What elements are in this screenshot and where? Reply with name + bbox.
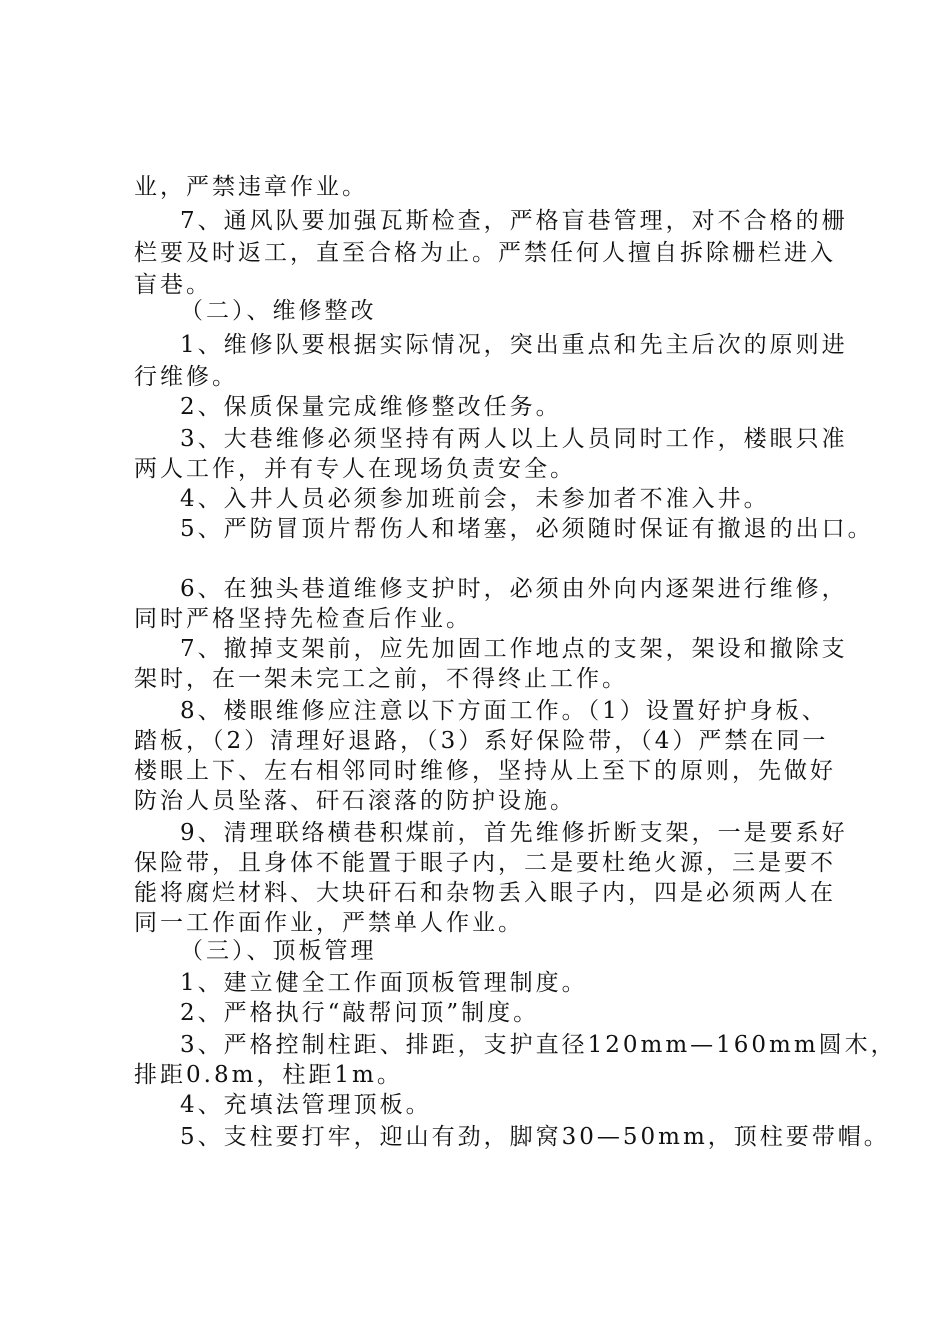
section-heading: （三）、顶板管理 [180,938,377,964]
text-line: 能将腐烂材料、大块矸石和杂物丢入眼子内，四是必须两人在 [134,880,836,906]
text-line: 两人工作，并有专人在现场负责安全。 [134,456,576,482]
text-line: 4、入井人员必须参加班前会，未参加者不准入井。 [180,486,770,512]
text-line: 5、严防冒顶片帮伤人和堵塞，必须随时保证有撤退的出口。 [180,516,874,542]
text-line: 6、在独头巷道维修支护时，必须由外向内逐架进行维修， [180,576,848,602]
text-line: 7、通风队要加强瓦斯检查，严格盲巷管理，对不合格的栅 [180,208,848,234]
text-line: 栏要及时返工，直至合格为止。严禁任何人擅自拆除栅栏进入 [134,240,836,266]
text-line: 1、建立健全工作面顶板管理制度。 [180,970,588,996]
text-line: 楼眼上下、左右相邻同时维修，坚持从上至下的原则，先做好 [134,758,836,784]
text-line: 保险带，且身体不能置于眼子内，二是要杜绝火源，三是要不 [134,850,836,876]
text-line: 4、充填法管理顶板。 [180,1092,432,1118]
text-line: 8、楼眼维修应注意以下方面工作。（1）设置好护身板、 [180,698,828,724]
text-line: 同时严格坚持先检查后作业。 [134,606,472,632]
section-heading: （二）、维修整改 [180,298,377,324]
text-line: 9、清理联络横巷积煤前，首先维修折断支架，一是要系好 [180,820,848,846]
text-line: 踏板，（2）清理好退路，（3）系好保险带，（4）严禁在同一 [134,728,829,754]
text-line: 2、严格执行“敲帮问顶”制度。 [180,1000,540,1026]
text-line: 行维修。 [134,364,238,390]
text-line: 业，严禁违章作业。 [134,174,368,200]
text-line: 5、支柱要打牢，迎山有劲，脚窝30—50mm，顶柱要带帽。 [180,1124,890,1150]
text-line: 7、撤掉支架前，应先加固工作地点的支架，架设和撤除支 [180,636,848,662]
text-line: 防治人员坠落、矸石滚落的防护设施。 [134,788,576,814]
text-line: 盲巷。 [134,272,212,298]
text-line: 1、维修队要根据实际情况，突出重点和先主后次的原则进 [180,332,848,358]
text-line: 3、严格控制柱距、排距，支护直径120mm—160mm圆木， [180,1032,897,1058]
text-line: 架时，在一架未完工之前，不得终止工作。 [134,666,628,692]
text-line: 2、保质保量完成维修整改任务。 [180,394,562,420]
text-line: 同一工作面作业，严禁单人作业。 [134,910,524,936]
text-line: 排距0.8m，柱距1m。 [134,1062,403,1088]
text-line: 3、大巷维修必须坚持有两人以上人员同时工作，楼眼只准 [180,426,848,452]
